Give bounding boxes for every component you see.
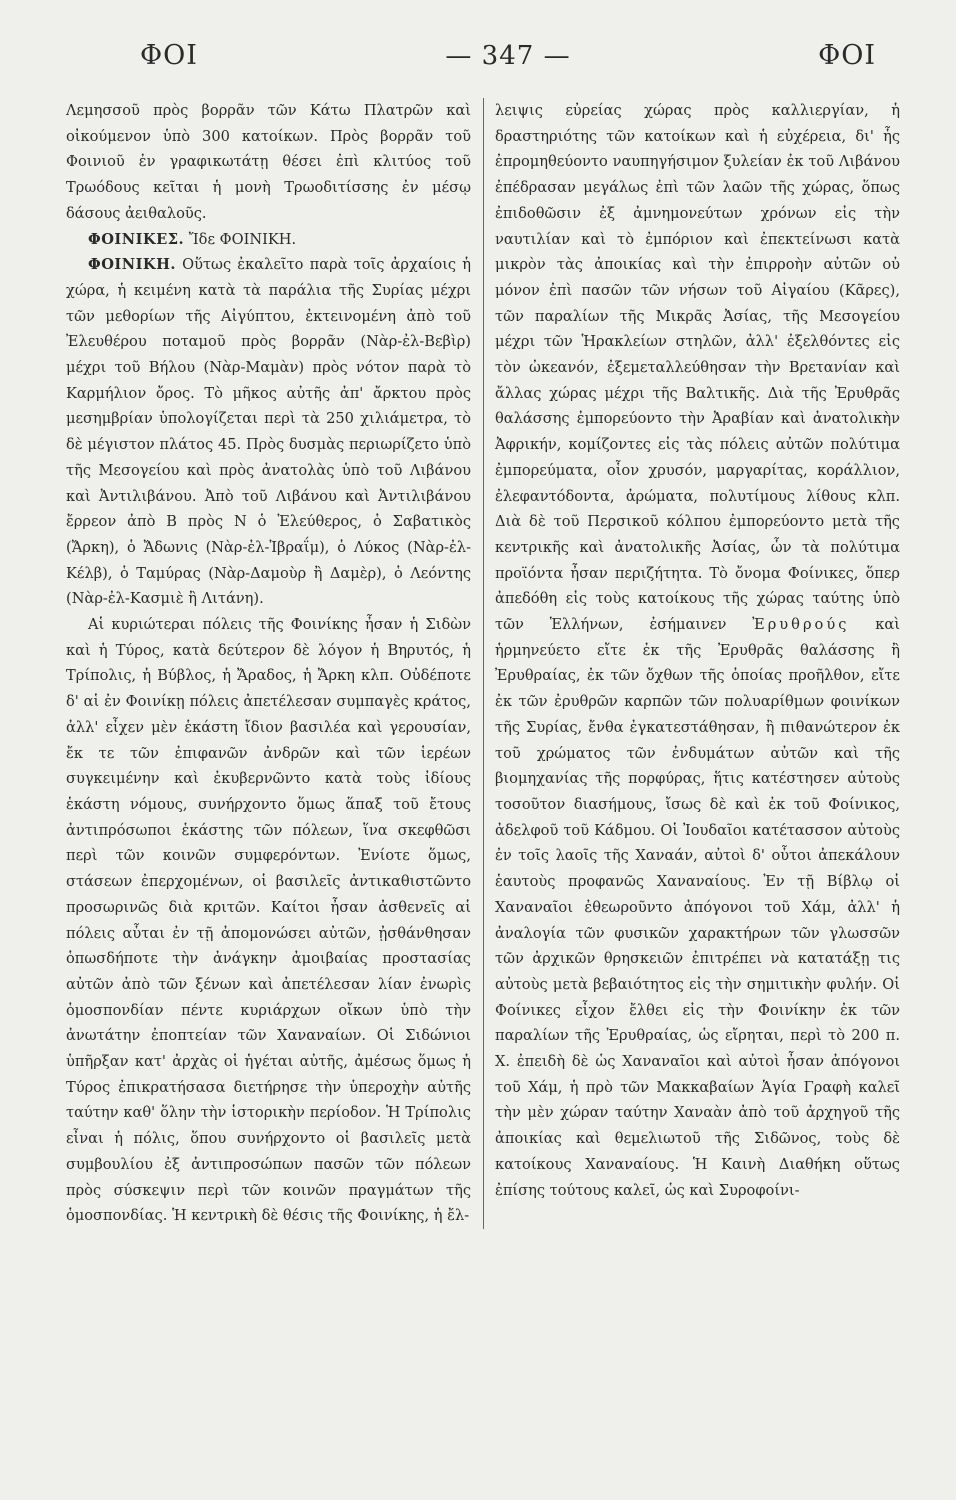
header-left-word: ΦΟΙ [140, 40, 198, 71]
page-number: — 347 — [445, 41, 571, 71]
header-right-word: ΦΟΙ [818, 40, 876, 71]
entry-phoinikes [66, 227, 471, 253]
page-header [66, 40, 900, 98]
entry-text: Οὕτως ἐκαλεῖτο παρὰ τοῖς ἀρχαίοις ἡ χώρα, ἡ κειμένη κατὰ τὰ παράλια τῆς Συρίας μέχρι τῶν μεθορίων τῆς Αἰγύπτου, ἐκτεινομένη ἀπὸ τοῦ Ἐλευθέρου ποταμοῦ πρὸς βορρᾶν (Νὰρ-ἐλ-Βεβὶρ) μέχρι τοῦ Βήλου (Νὰρ-Μαμὰν) πρὸς νότον παρὰ τὸ Καρμήλιον ὄρος. Τὸ μῆκος αὐτῆς ἀπ' ἄρκτου πρὸς μεσημβρίαν ὑπολογίζεται περὶ τὰ 250 χιλιάμετρα, τὸ δὲ μέγιστον πλάτος 45. Πρὸς δυσμὰς περιωρίζετο ὑπὸ τῆς Μεσογείου καὶ πρὸς ἀνατολὰς ὑπὸ τοῦ Λιβάνου καὶ Ἀντιλιβάνου. Ἀπὸ τοῦ Λιβάνου καὶ Ἀντιλιβάνου ἔρρεον ἀπὸ Β πρὸς Ν ὁ Ἐλεύθερος, ὁ Σαβατικὸς (Ἄρκη), ὁ Ἄδωνις (Νὰρ-ἐλ-Ἰβραΐμ), ὁ Λύκος (Νὰρ-ἐλ-Κέλβ), ὁ Ταμύρας (Νὰρ-Δαμοὺρ ἢ Δαμὲρ), ὁ Λεόντης (Νὰρ-ἐλ-Κασμιὲ ἢ Λιτάνη). [66, 256, 471, 608]
paragraph [495, 98, 900, 1203]
entry-headword: ΦΟΙΝΙΚΕΣ. [88, 230, 185, 248]
entry-phoinike [66, 252, 471, 612]
paragraph-text: καὶ ἡρμηνεύετο εἴτε ἐκ τῆς Ἐρυθρᾶς θαλάσσης ἢ Ἐρυθραίας, ἐκ τῶν ὄχθων τῆς ὁποίας προῆλθον, εἴτε ἐκ τῶν ἐρυθρῶν καρπῶν τῶν πολυαρίθμων φοινίκων τῆς Συρίας, ἔνθα ἐγκατεστάθησαν, ἢ πιθανώτερον ἐκ τοῦ χρώματος τῶν ἐνδυμάτων αὐτῶν καὶ τῆς βιομηχανίας τῆς πορφύρας, ἥτις κατέστησεν αὐτοὺς τοσοῦτον διασήμους, ἴσως δὲ καὶ ἐκ τοῦ Φοίνικος, ἀδελφοῦ τοῦ Κάδμου. Οἱ Ἰουδαῖοι κατέτασσον αὐτοὺς ἐν τοῖς λαοῖς τῆς Χαναάν, αὐτοὶ δ' οὗτοι ἀπεκάλουν ἑαυτοὺς προφανῶς Χαναναίους. Ἐν τῇ Βίβλῳ οἱ Χαναναῖοι ἐθεωροῦντο ἀπόγονοι τοῦ Χάμ, ἀλλ' ἡ ἀναλογία τῶν φυσικῶν χαρακτήρων τῶν γλωσσῶν τῶν ἀρχικῶν θρησκειῶν ἐπιτρέπει νὰ κατατάξῃ τις αὐτοὺς μετὰ βεβαιότητος εἰς τὴν σημιτικὴν φυλήν. Οἱ Φοίνικες εἶχον ἔλθει εἰς τὴν Φοινίκην ἐκ τῶν παραλίων τῆς Ἐρυθραίας, ὡς εἴρηται, περὶ τὸ 200 π. Χ. ἐπειδὴ δὲ ὡς Χαναναῖοι καὶ αὐτοὶ ἦσαν ἀπόγονοι τοῦ Χάμ, ἡ πρὸ τῶν Μακκαβαίων Ἁγία Γραφὴ καλεῖ τὴν μὲν χώραν ταύτην Χαναὰν ἀπὸ τοῦ ἀρχηγοῦ τῆς ἀποικίας καὶ θεμελιωτοῦ τῆς Σιδῶνος, τοὺς δὲ κατοίκους Χαναναίους. Ἡ Καινὴ Διαθήκη οὕτως ἐπίσης τούτους καλεῖ, ὡς καὶ Συροφοίνι- [495, 616, 900, 1199]
paragraph-text: λειψις εὐρείας χώρας πρὸς καλλιεργίαν, ἡ δραστηριότης τῶν κατοίκων καὶ ἡ εὐχέρεια, δι' ἧς ἐπρομηθεύοντο ναυπηγήσιμον ξυλείαν ἐκ τοῦ Λιβάνου ἐπέδρασαν μεγάλως ἐπὶ τῶν λαῶν τῆς χώρας, ὅπως ἐπιδοθῶσιν ἐξ ἀμνημονεύτων χρόνων εἰς τὴν ναυτιλίαν καὶ τὸ ἐμπόριον καὶ ἐπεκτείνωσι κατὰ μικρὸν τὰς ἀποικίας καὶ τὴν ἐπιρροὴν αὐτῶν οὐ μόνον ἐπὶ πασῶν τῶν νήσων τοῦ Αἰγαίου (Κᾶρες), τῶν παραλίων τῆς Μικρᾶς Ἀσίας, τῆς Μεσογείου μέχρι τῶν Ἡρακλείων στηλῶν, ἀλλ' ἐξελθόντες εἰς τὸν ὠκεανόν, ἐξεμεταλλεύθησαν τὴν Βρετανίαν καὶ ἄλλας χώρας μέχρι τῆς Βαλτικῆς. Διὰ τῆς Ἐρυθρᾶς θαλάσσης ἐμπορεύοντο τὴν Ἀραβίαν καὶ ἀνατολικὴν Ἀφρικήν, κομίζοντες εἰς τὰς πόλεις αὐτῶν πολύτιμα ἐμπορεύματα, οἷον χρυσόν, μαργαρίτας, κοράλλιον, ἐλεφαντόδοντα, ἀρώματα, πολυτίμους λίθους κλπ. Διὰ δὲ τοῦ Περσικοῦ κόλπου ἐμπορεύοντο μετὰ τῆς κεντρικῆς καὶ ἀνατολικῆς Ἀσίας, ὧν τὰ πολύτιμα προϊόντα ἦσαν περιζήτητα. Τὸ ὄνομα Φοίνικες, ὅπερ ἀπεδόθη εἰς τοὺς κατοίκους τῆς χώρας ταύτης ὑπὸ τῶν Ἑλλήνων, ἐσήμαινεν [495, 102, 900, 634]
entry-text: Ἴδε ΦΟΙΝΙΚΗ. [184, 230, 297, 248]
entry-continuation: Λεμησσοῦ πρὸς βορρᾶν τῶν Κάτω Πλατρῶν καὶ οἰκούμενον ὑπὸ 300 κατοίκων. Πρὸς βορρᾶν τοῦ Φοινιοῦ ἐν γραφικωτάτῃ θέσει ἐπὶ κλιτύος τοῦ Τρωόδους κεῖται ἡ μονὴ Τρωοδιτίσσης ἐν μέσῳ δάσους ἀειθαλοῦς. [66, 102, 471, 222]
right-column [483, 98, 900, 1229]
entry-headword: ΦΟΙΝΙΚΗ. [88, 256, 176, 274]
spaced-word: Ἐρυθρούς [752, 616, 850, 634]
paragraph: Αἱ κυριώτεραι πόλεις τῆς Φοινίκης ἦσαν ἡ Σιδὼν καὶ ἡ Τύρος, κατὰ δεύτερον δὲ λόγον ἡ Βηρυτός, ἡ Τρίπολις, ἡ Βύβλος, ἡ Ἄραδος, ἡ Ἄρκη κλπ. Οὐδέποτε δ' αἱ ἐν Φοινίκῃ πόλεις ἀπετέλεσαν συμπαγὲς κράτος, ἀλλ' εἶχεν μὲν ἑκάστη ἴδιον βασιλέα καὶ γερουσίαν, ἔκ τε τῶν ἐπιφανῶν ἀνδρῶν καὶ τῶν ἱερέων συγκειμένην καὶ ἐκυβερνῶντο κατὰ τοὺς ἰδίους ἑκάστη νόμους, συνήρχοντο ὅμως ἅπαξ τοῦ ἔτους ἀντιπρόσωποι ἑκάστης τῶν πόλεων, ἵνα σκεφθῶσι περὶ τῶν κοινῶν συμφερόντων. Ἐνίοτε ὅμως, στάσεων ἐπερχομένων, οἱ βασιλεῖς ἀντικαθιστῶντο προσωρινῶς διὰ κριτῶν. Καίτοι ἦσαν ἀσθενεῖς αἱ πόλεις αὗται ἐν τῇ ἀπομονώσει αὐτῶν, ᾐσθάνθησαν ὁπωσδήποτε τὴν ἀνάγκην ἀμοιβαίας προστασίας αὐτῶν ἀπὸ τῶν ξένων καὶ ἀπετέλεσαν λίαν ἐνωρὶς ὁμοσπονδίαν πέντε κυριάρχων οἴκων ὑπὸ τὴν ἀνωτάτην ἐποπτείαν τῶν Χαναναίων. Οἱ Σιδώνιοι ὑπῆρξαν κατ' ἀρχὰς οἱ ἡγέται αὐτῆς, ἀμέσως ὅμως ἡ Τύρος ἐπικρατήσασα διετήρησε τὴν ὑπεροχὴν αὐτῆς ταύτην καθ' ὅλην τὴν ἱστορικὴν περίοδον. Ἡ Τρίπολις εἶναι ἡ πόλις, ὅπου συνήρχοντο οἱ βασιλεῖς μετὰ συμβουλίου ἐξ ἀντιπροσώπων πασῶν τῶν πόλεων πρὸς σύσκεψιν περὶ τῶν κοινῶν πραγμάτων τῆς ὁμοσπονδίας. Ἡ κεντρικὴ δὲ θέσις τῆς Φοινίκης, ἡ ἔλ- [66, 616, 471, 1225]
left-column [66, 98, 483, 1229]
column-divider [483, 98, 484, 1229]
text-columns [66, 98, 900, 1229]
